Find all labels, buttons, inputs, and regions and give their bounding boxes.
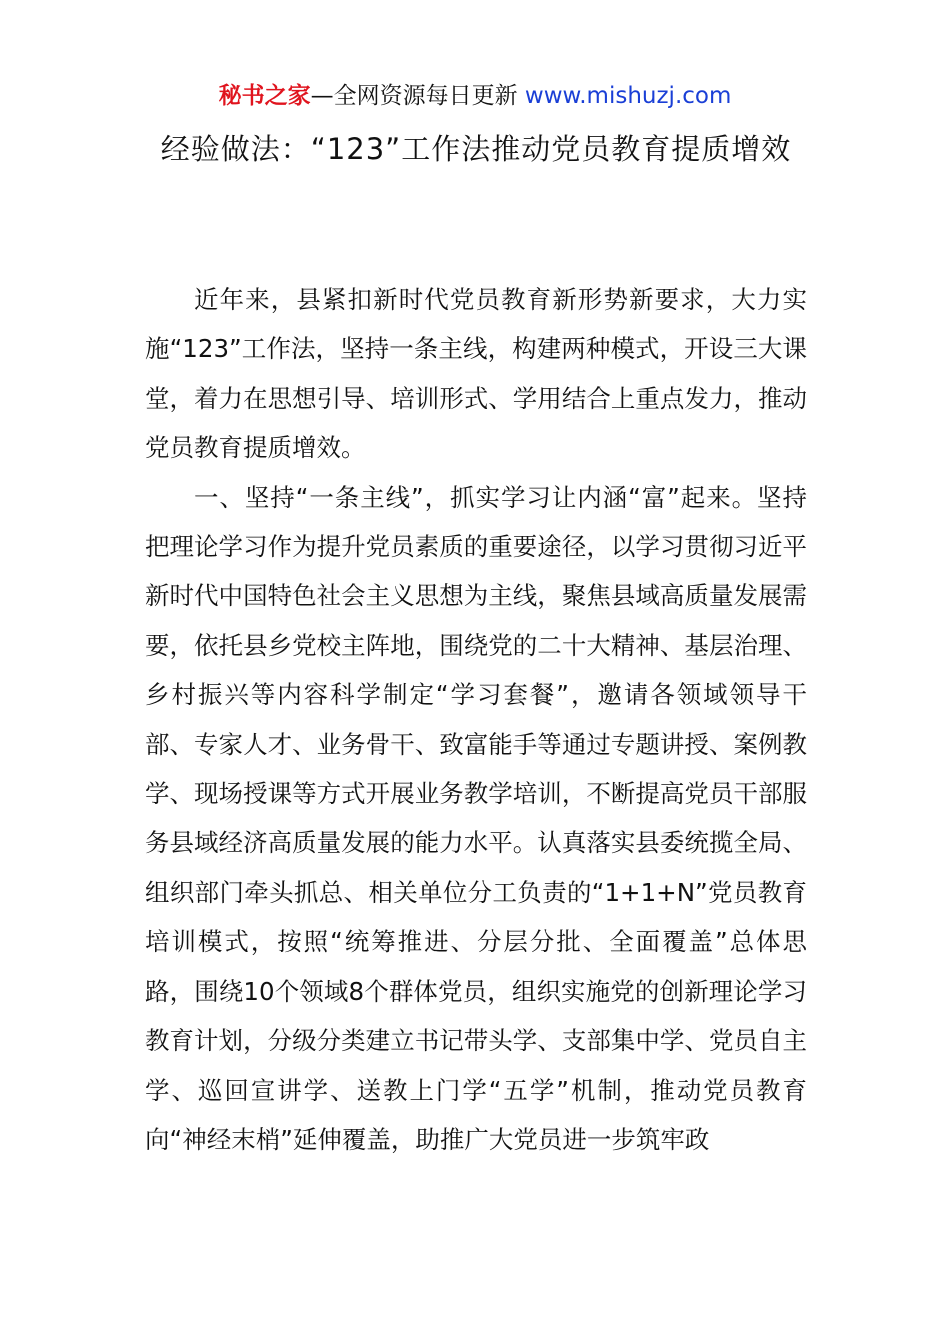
document-body xyxy=(145,275,807,1164)
document-title: 经验做法：“123”工作法推动党员教育提质增效 xyxy=(160,132,792,166)
site-header xyxy=(0,80,950,112)
paragraph-section-one: 一、坚持“一条主线”，抓实学习让内涵“富”起来。坚持把理论学习作为提升党员素质的重要途径，以学习贯彻习近平新时代中国特色社会主义思想为主线，聚焦县域高质量发展需要，依托县乡党校主阵地，围绕党的二十大精神、基层治理、乡村振兴等内容科学制定“学习套餐”，邀请各领域领导干部、专家人才、业务骨干、致富能手等通过专题讲授、案例教学、现场授课等方式开展业务教学培训，不断提高党员干部服务县域经济高质量发展的能力水平。认真落实县委统揽全局、组织部门牵头抓总、相关单位分工负责的“1+1+N”党员教育培训模式，按照“统筹推进、分层分批、全面覆盖”总体思路，围绕10个领域8个群体党员，组织实施党的创新理论学习教育计划，分级分类建立书记带头学、支部集中学、党员自主学、巡回宣讲学、送教上门学“五学”机制，推动党员教育向“神经末梢”延伸覆盖，助推广大党员进一步筑牢政 xyxy=(145,482,807,1154)
brand-name: 秘书之家 xyxy=(218,83,311,109)
paragraph-intro: 近年来，县紧扣新时代党员教育新形势新要求，大力实施“123”工作法，坚持一条主线，构建两种模式，开设三大课堂，着力在思想引导、培训形式、学用结合上重点发力，推动党员教育提质增效。 xyxy=(145,285,807,463)
site-url-link[interactable]: www.mishuzj.com xyxy=(524,83,732,109)
header-tagline: —全网资源每日更新 xyxy=(310,83,525,109)
